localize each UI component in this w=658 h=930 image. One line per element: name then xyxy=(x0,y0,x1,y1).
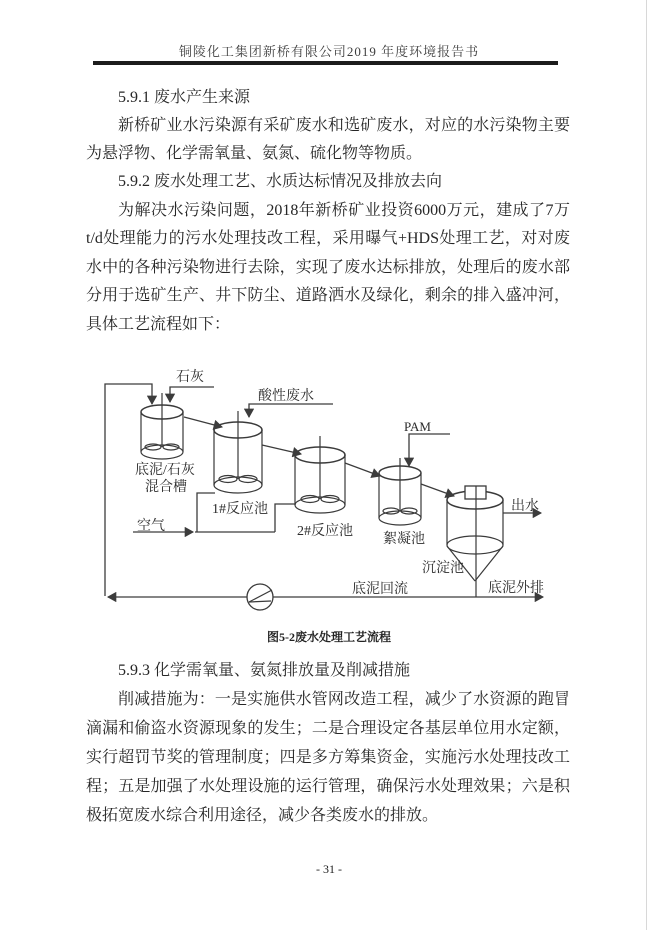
mixing-tank xyxy=(141,393,183,459)
label-mixing-tank-2: 混合槽 xyxy=(145,480,187,495)
paragraph-line: 为悬浮物、化学需氧量、氨氮、硫化物等物质。 xyxy=(86,145,423,162)
paragraph-line: 新桥矿业水污染源有采矿废水和选矿废水，对应的水污染物主要 xyxy=(118,117,570,134)
label-air: 空气 xyxy=(137,519,165,534)
heading-5-9-2: 5.9.2 废水处理工艺、水质达标情况及排放去向 xyxy=(118,173,443,190)
pump-icon xyxy=(247,584,273,610)
label-outflow: 出水 xyxy=(511,499,539,514)
paragraph-line: 分用于选矿生产、井下防尘、道路洒水及绿化，剩余的排入盛冲河， xyxy=(86,287,570,304)
label-settling-tank: 沉淀池 xyxy=(422,561,464,576)
label-mixing-tank-1: 底泥/石灰 xyxy=(135,463,195,478)
paragraph-line: t/d处理能力的污水处理技改工程，采用曝气+HDS处理工艺，对对废 xyxy=(86,230,570,247)
transfer-line-3 xyxy=(345,463,380,476)
transfer-line-4 xyxy=(421,484,454,496)
paragraph-line: 水中的各种污染物进行去除，实现了废水达标排放，处理后的废水部 xyxy=(86,259,570,276)
air-branch-2 xyxy=(275,504,295,532)
paragraph-line: 削减措施为：一是实施供水管网改造工程，减少了水资源的跑冒 xyxy=(118,691,570,708)
paragraph-line: 为解决水污染问题，2018年新桥矿业投资6000万元，建成了7万 xyxy=(118,202,570,219)
label-reaction-tank-1: 1#反应池 xyxy=(212,502,268,517)
scan-edge xyxy=(646,0,647,930)
wastewater-process-diagram xyxy=(80,350,640,630)
pam-feed-line xyxy=(409,434,450,466)
transfer-line-2 xyxy=(262,445,301,454)
header-rule xyxy=(93,61,558,65)
paragraph-line: 极拓宽废水综合利用途径，减少各类废水的排放。 xyxy=(86,807,439,824)
reaction-tank-1 xyxy=(214,411,262,493)
transfer-line-1 xyxy=(184,417,222,427)
label-flocculation-tank: 絮凝池 xyxy=(383,532,425,547)
label-sludge-return: 底泥回流 xyxy=(352,582,408,597)
paragraph-line: 实行超罚节奖的管理制度；四是多方筹集资金，实施污水处理技改工 xyxy=(86,749,570,766)
reaction-tank-2 xyxy=(295,436,345,513)
paragraph-line: 滴漏和偷盗水资源现象的发生；二是合理设定各基层单位用水定额， xyxy=(86,720,570,737)
page-number: - 31 - xyxy=(316,862,342,876)
acid-wastewater-line xyxy=(249,404,333,417)
figure-caption: 图5-2废水处理工艺流程 xyxy=(267,630,391,644)
paragraph-line: 具体工艺流程如下： xyxy=(86,316,231,333)
label-acid-wastewater: 酸性废水 xyxy=(258,389,314,404)
heading-5-9-1: 5.9.1 废水产生来源 xyxy=(118,89,251,106)
label-sludge-out: 底泥外排 xyxy=(488,581,544,596)
page-header-title: 铜陵化工集团新桥有限公司2019 年度环境报告书 xyxy=(178,44,480,59)
label-pam: PAM xyxy=(404,419,431,434)
flocculation-tank xyxy=(379,458,421,525)
heading-5-9-3: 5.9.3 化学需氧量、氨氮排放量及削减措施 xyxy=(118,662,411,679)
lime-feed-line xyxy=(170,387,214,402)
label-reaction-tank-2: 2#反应池 xyxy=(297,524,353,539)
paragraph-line: 程；五是加强了水处理设施的运行管理，确保污水处理效果；六是积 xyxy=(86,778,570,795)
label-lime: 石灰 xyxy=(176,370,204,385)
